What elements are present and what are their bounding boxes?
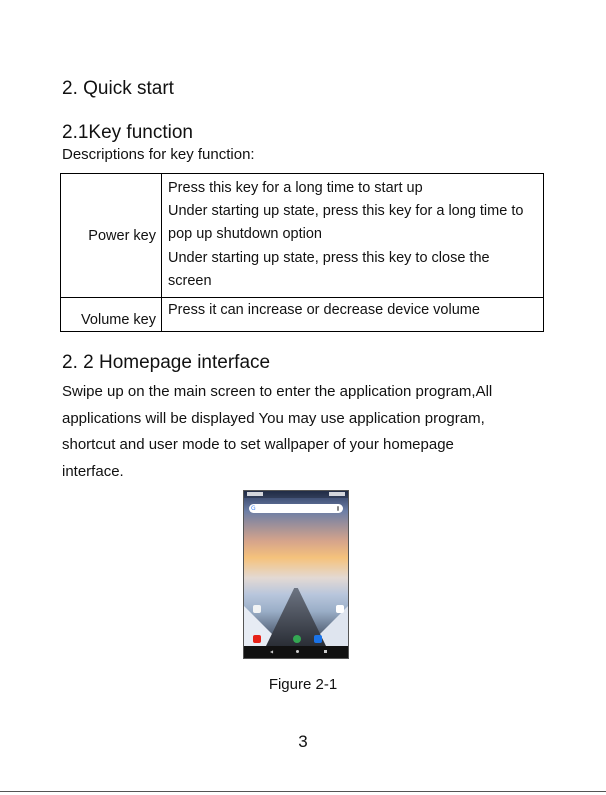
paragraph-line: applications will be displayed You may use application program, (62, 409, 485, 427)
back-icon: ◀ (270, 649, 274, 654)
navigation-bar (244, 646, 348, 658)
table-row (61, 298, 544, 332)
subsection-title-homepage: 2. 2 Homepage interface (62, 352, 271, 373)
key-function-intro: Descriptions for key function: (62, 146, 255, 163)
key-name-power: Power key (61, 174, 162, 298)
table-row (61, 174, 544, 298)
files-app-icon (253, 605, 261, 613)
paragraph-line: shortcut and user mode to set wallpaper of your homepage (62, 436, 454, 453)
homescreen-screenshot (243, 490, 349, 659)
key-description-power (162, 174, 544, 298)
status-icons-left (247, 492, 263, 496)
footer-divider (0, 791, 606, 792)
key-description-volume (162, 298, 544, 332)
figure-caption: Figure 2-1 (268, 676, 338, 693)
description-line: Press this key for a long time to start up (168, 180, 423, 196)
key-function-table (60, 173, 544, 332)
description-line: Under starting up state, press this key for a long time to (168, 203, 524, 220)
status-bar (244, 491, 348, 498)
paragraph-line: Swipe up on the main screen to enter the application program,All (62, 383, 493, 400)
homepage-paragraph (62, 379, 542, 485)
chrome-app-icon (293, 635, 301, 643)
status-icons-right (329, 492, 345, 496)
youtube-app-icon (253, 635, 261, 643)
google-search-bar (249, 504, 343, 513)
home-icon (296, 650, 299, 653)
page-number: 3 (298, 732, 308, 751)
google-g-icon: G (251, 505, 256, 512)
recents-icon (324, 650, 327, 653)
paragraph-line: interface. (62, 462, 124, 480)
download-app-icon (314, 635, 322, 643)
description-line: Press it can increase or decrease device volume (168, 302, 480, 319)
mic-icon (337, 506, 339, 511)
section-title: 2. Quick start (62, 78, 174, 99)
play-store-icon (336, 605, 344, 613)
description-line: screen (168, 272, 212, 289)
description-line: pop up shutdown option (168, 226, 322, 243)
description-line: Under starting up state, press this key to close the (168, 249, 490, 266)
key-name-volume: Volume key (61, 298, 162, 332)
subsection-title-key-function: 2.1Key function (62, 122, 193, 143)
